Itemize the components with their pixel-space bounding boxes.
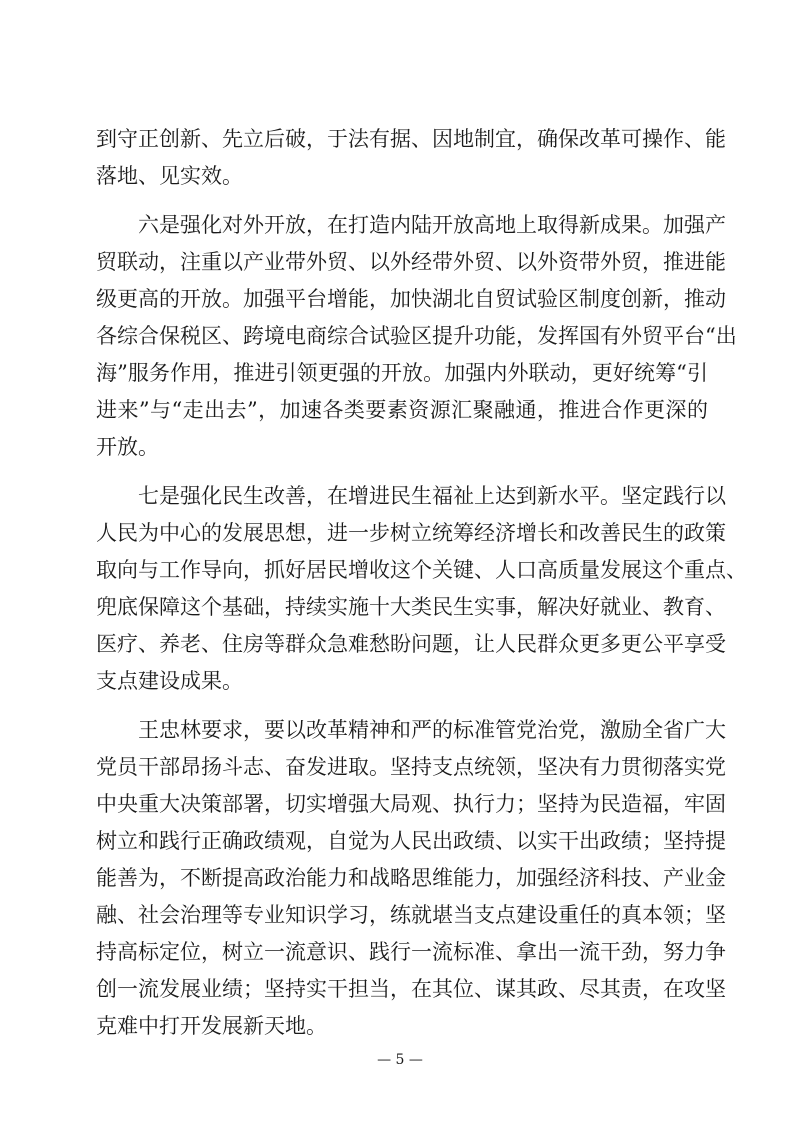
text-line: 取向与工作导向，抓好居民增收这个关键、人口高质量发展这个重点、 [96,558,747,582]
paragraph-1 [96,121,726,195]
text-line: 树立和践行正确政绩观，自觉为人民出政绩、以实干出政绩；坚持提 [96,829,726,853]
text-line: 创一流发展业绩；坚持实干担当，在其位、谋其政、尽其责，在攻坚 [96,977,726,1001]
text-line: 进来”与“走出去”，加速各类要素资源汇聚融通，推进合作更深的 [96,398,708,422]
text-line: 级更高的开放。加强平台增能，加快湖北自贸试验区制度创新，推动 [96,287,726,311]
text-line: 海”服务作用，推进引领更强的开放。加强内外联动，更好统筹“引 [96,361,708,385]
text-line: 能善为，不断提高政治能力和战略思维能力，加强经济科技、产业金 [96,866,726,890]
text-line: 落地、见实效。 [96,164,243,188]
text-line: 中央重大决策部署，切实增强大局观、执行力；坚持为民造福，牢固 [96,792,726,816]
paragraph-4 [96,712,726,1045]
text-line: 人民为中心的发展思想，进一步树立统筹经济增长和改善民生的政策 [96,521,726,545]
text-line: 七是强化民生改善，在增进民生福祉上达到新水平。坚定践行以 [138,484,726,508]
body-text [96,121,747,1045]
text-line: 各综合保税区、跨境电商综合试验区提升功能，发挥国有外贸平台“出 [96,324,737,348]
text-line: 医疗、养老、住房等群众急难愁盼问题，让人民群众更多更公平享受 [96,632,726,656]
text-line: 克难中打开发展新天地。 [96,1014,327,1038]
text-line: 兜底保障这个基础，持续实施十大类民生实事，解决好就业、教育、 [96,595,726,619]
page-number: — 5 — [377,1052,423,1068]
text-line: 贸联动，注重以产业带外贸、以外经带外贸、以外资带外贸，推进能 [96,250,726,274]
text-line: 开放。 [96,435,159,459]
text-line: 党员干部昂扬斗志、奋发进取。坚持支点统领，坚决有力贯彻落实党 [96,755,726,779]
text-line: 王忠林要求，要以改革精神和严的标准管党治党，激励全省广大 [138,718,726,742]
paragraph-3 [96,478,747,700]
text-line: 融、社会治理等专业知识学习，练就堪当支点建设重任的真本领；坚 [96,903,726,927]
text-line: 持高标定位，树立一流意识、践行一流标准、拿出一流干劲，努力争 [96,940,726,964]
text-line: 支点建设成果。 [96,669,243,693]
text-line: 到守正创新、先立后破，于法有据、因地制宜，确保改革可操作、能 [96,127,726,151]
paragraph-2 [96,207,737,466]
text-line: 六是强化对外开放，在打造内陆开放高地上取得新成果。加强产 [138,213,726,237]
